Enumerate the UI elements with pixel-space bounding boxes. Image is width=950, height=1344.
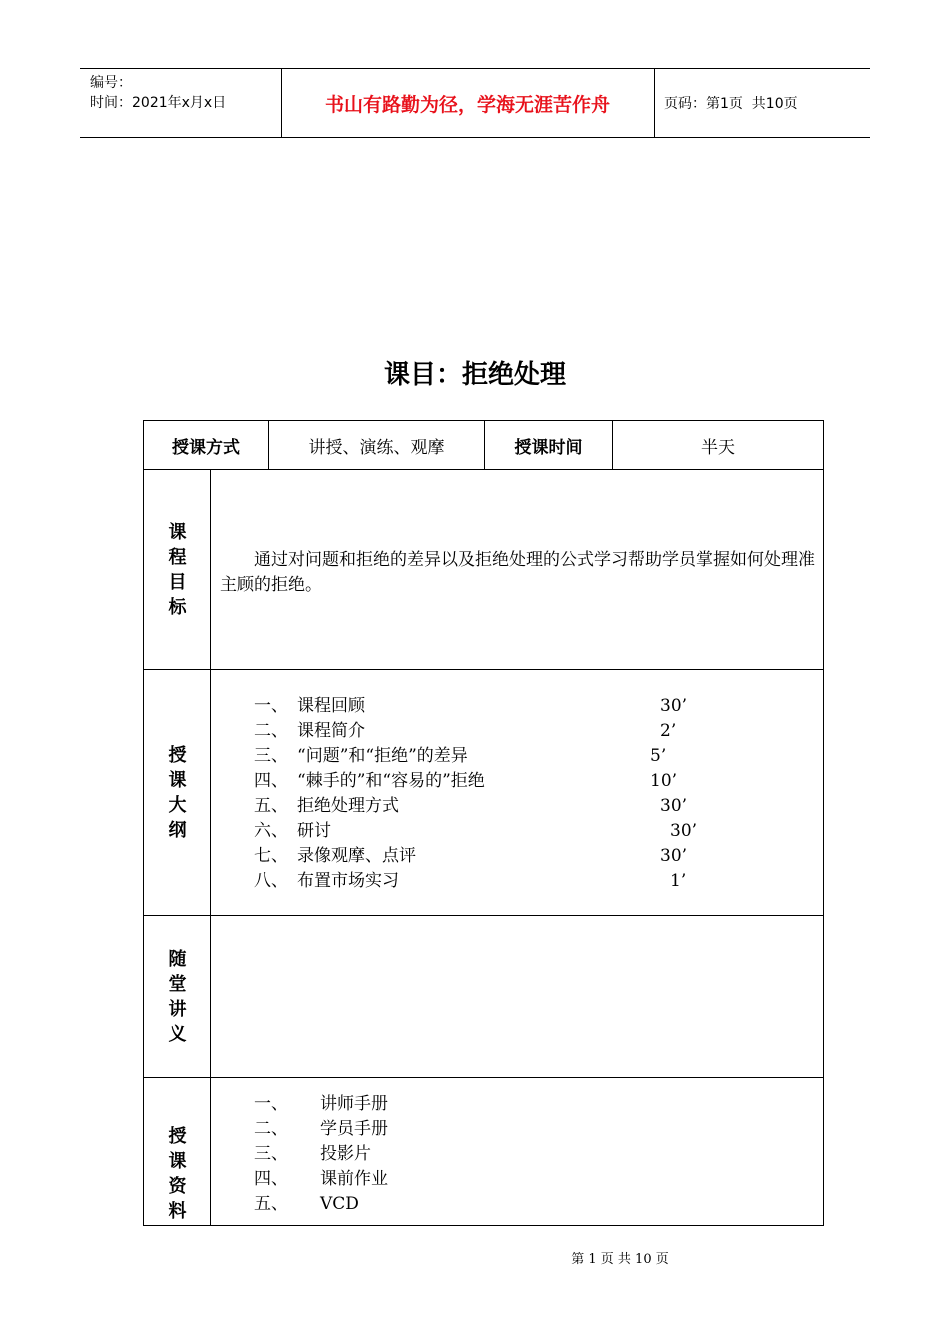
- material-num: 四、: [254, 1169, 288, 1189]
- page-title: 课目：拒绝处理: [383, 360, 566, 390]
- header-divider: [654, 69, 655, 137]
- table-rule: [144, 1077, 823, 1078]
- outline-label-char: 课: [168, 769, 187, 791]
- materials-label-char: 资: [168, 1176, 187, 1197]
- material-num: 二、: [254, 1119, 288, 1139]
- handout-label-char: 随: [168, 948, 187, 970]
- outline-label-char: 纲: [168, 819, 187, 841]
- outline-item: 课程回顾: [297, 696, 365, 716]
- outline-item: “问题”和“拒绝”的差异: [297, 746, 468, 766]
- course-table: [143, 420, 824, 1226]
- goal-label-char: 标: [168, 596, 187, 618]
- header-motto: 书山有路勤为径，学海无涯苦作舟: [324, 93, 610, 116]
- outline-time: 5’: [650, 746, 667, 766]
- handout-label-char: 义: [168, 1023, 187, 1045]
- outline-time: 1’: [670, 871, 687, 891]
- material-item: 讲师手册: [320, 1094, 388, 1114]
- table-rule: [144, 469, 823, 470]
- goal-text: 通过对问题和拒绝的差异以及拒绝处理的公式学习帮助学员掌握如何处理准主顾的拒绝。: [220, 550, 815, 595]
- outline-time: 30’: [660, 696, 688, 716]
- outline-num: 三、: [254, 746, 288, 766]
- material-item: 课前作业: [320, 1169, 388, 1189]
- outline-item: “棘手的”和“容易的”拒绝: [297, 771, 485, 791]
- material-num: 一、: [254, 1094, 288, 1114]
- goal-label-char: 程: [168, 546, 187, 568]
- outline-num: 五、: [254, 796, 288, 816]
- material-item: 投影片: [320, 1144, 371, 1164]
- goal-label: [144, 470, 211, 669]
- materials-label-char: 料: [168, 1201, 187, 1222]
- outline-item: 课程简介: [297, 721, 365, 741]
- time-value: 半天: [701, 437, 735, 458]
- materials-label-char: 课: [168, 1151, 187, 1172]
- outline-label: [144, 670, 211, 915]
- handout-label: [144, 916, 211, 1077]
- outline-num: 六、: [254, 821, 288, 841]
- header-meta: [90, 73, 226, 113]
- table-rule: [144, 915, 823, 916]
- outline-item: 拒绝处理方式: [297, 796, 399, 816]
- table-rule: [144, 669, 823, 670]
- outline-num: 四、: [254, 771, 288, 791]
- doc-number-label: 编号：: [90, 75, 132, 91]
- outline-time: 10’: [650, 771, 678, 791]
- method-label: 授课方式: [172, 437, 240, 458]
- outline-label-char: 授: [168, 744, 187, 766]
- outline-num: 七、: [254, 846, 288, 866]
- material-num: 三、: [254, 1144, 288, 1164]
- outline-num: 一、: [254, 696, 288, 716]
- material-item: VCD: [320, 1194, 359, 1214]
- page-footer: [0, 1248, 950, 1267]
- outline-item: 布置市场实习: [297, 871, 399, 891]
- goal-label-char: 课: [168, 521, 187, 543]
- goal-label-char: 目: [168, 571, 187, 593]
- handout-label-char: 堂: [168, 973, 187, 995]
- page-header: [80, 68, 870, 138]
- handout-label-char: 讲: [168, 998, 187, 1020]
- outline-time: 30’: [660, 796, 688, 816]
- time-label: 授课时间: [514, 437, 583, 458]
- outline-time: 30’: [670, 821, 698, 841]
- materials-label-char: 授: [168, 1126, 187, 1147]
- materials-label: [144, 1121, 211, 1227]
- outline-item: 研讨: [297, 821, 331, 841]
- header-page-text: 页码：第1页 共10页: [664, 96, 798, 112]
- doc-time-label: 时间：2021年x月x日: [90, 95, 227, 111]
- outline-num: 八、: [254, 871, 288, 891]
- outline-time: 2’: [660, 721, 677, 741]
- outline-label-char: 大: [168, 794, 187, 816]
- header-page-label: [664, 69, 798, 137]
- footer-page-number: 第 1 页 共 10 页: [571, 1252, 669, 1267]
- outline-time: 30’: [660, 846, 688, 866]
- outline-num: 二、: [254, 721, 288, 741]
- material-num: 五、: [254, 1194, 288, 1214]
- outline-item: 录像观摩、点评: [297, 846, 416, 866]
- material-item: 学员手册: [320, 1119, 388, 1139]
- method-value: 讲授、演练、观摩: [308, 437, 445, 458]
